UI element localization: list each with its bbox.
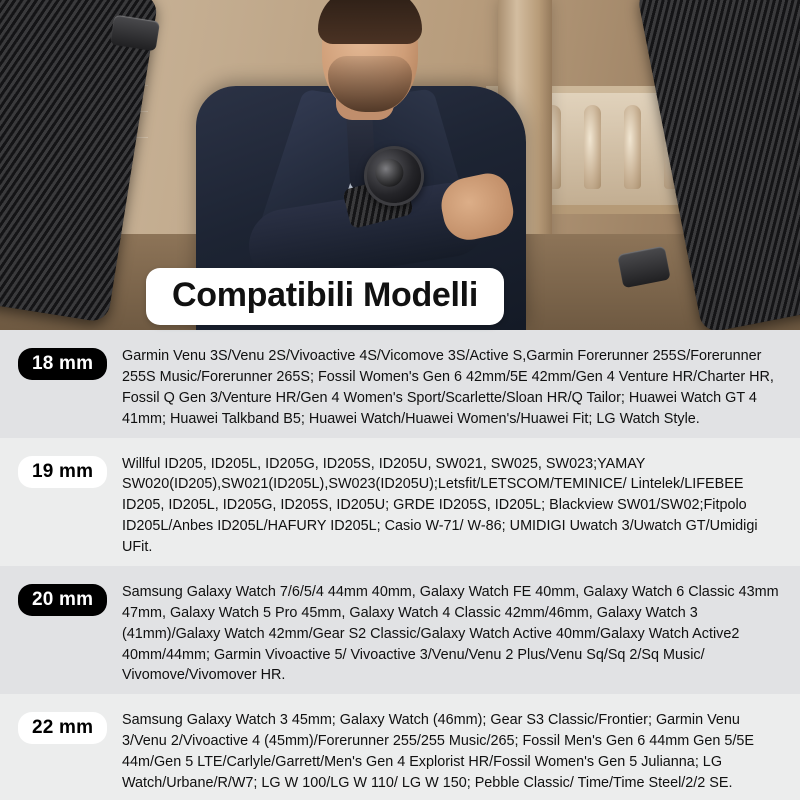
title-container [146, 268, 504, 325]
hair [318, 0, 422, 44]
compatible-models-20mm: Samsung Galaxy Watch 7/6/5/4 44mm 40mm, Galaxy Watch FE 40mm, Galaxy Watch 6 Classic 43mm 47mm, Galaxy Watch 5 Pro 45mm, Galaxy Watch 4 Classic 42mm/46mm, Galaxy Watch 3 (41mm)/Galaxy Watch 42mm/Gear S2 Classic/Galaxy Watch Active 40mm/Galaxy Watch Active2 40mm/44mm; Garmin Vivoactive 5/ Vivoactive 3/Venu/Venu 2 Plus/Venu Sq/Sq 2/Sq Music/ Vivomove/Vivomover HR. [122, 583, 779, 684]
title-box [146, 268, 504, 325]
size-badge-cell [18, 702, 122, 744]
size-badge-19mm: 19 mm [18, 456, 107, 488]
table-row [0, 330, 800, 438]
table-row [0, 566, 800, 694]
compatibility-table [0, 330, 800, 800]
size-badge-22mm: 22 mm [18, 712, 107, 744]
table-row [0, 694, 800, 800]
size-badge-20mm: 20 mm [18, 584, 107, 616]
compatible-models-19mm: Willful ID205, ID205L, ID205G, ID205S, ID205U, SW021, SW025, SW023;YAMAY SW020(ID205),SW021(ID205L),SW023(ID205U);Letsfit/LETSCOM/TEMINICE/ Lintelek/LIFEBEE ID205, ID205L, ID205G, ID205S, ID205U; GRDE ID205S, ID205L; Blackview SW01/SW02;Fitpolo ID205L/Anbes ID205L/HAFURY ID205L; Casio W-71/ W-86; UMIDIGI Uwatch 3/Uwatch GT/Umidigi UFit. [122, 455, 758, 555]
size-badge-cell [18, 446, 122, 488]
table-row [0, 438, 800, 566]
size-badge-cell [18, 338, 122, 380]
page-title: Compatibili Modelli [172, 276, 478, 314]
compatible-models-18mm: Garmin Venu 3S/Venu 2S/Vivoactive 4S/Vicomove 3S/Active S,Garmin Forerunner 255S/Forerunner 255S Music/Forerunner 265S; Fossil Women's Gen 6 42mm/5E 42mm/Gen 4 Venture HR/Charter HR, Fossil Q Gen 3/Venture HR/Gen 4 Women's Sport/Scarlette/Sloan HR/Q Tailor; Huawei Watch GT 4 41mm; Huawei Talkband B5; Huawei Watch/Huawei Women's/Huawei Fit; LG Watch Style. [122, 348, 774, 427]
size-badge-18mm: 18 mm [18, 348, 107, 380]
size-badge-cell [18, 574, 122, 616]
compatible-models-22mm: Samsung Galaxy Watch 3 45mm; Galaxy Watch (46mm); Gear S3 Classic/Frontier; Garmin Venu 3/Venu 2/Vivoactive 4 (45mm)/Forerunner 255/255 Music/265; Fossil Men's Gen 6 44mm Gen 5/5E 44m/Gen 5 LTE/Carlyle/Garrett/Men's Gen 4 Explorist HR/Fossil Women's Gen 5 Julianna; LG Watch/Urbane/R/W7; LG W 100/LG W 110/ LG W 150; Pebble Classic/ Time/Time Steel/2/2 SE. [122, 712, 754, 791]
